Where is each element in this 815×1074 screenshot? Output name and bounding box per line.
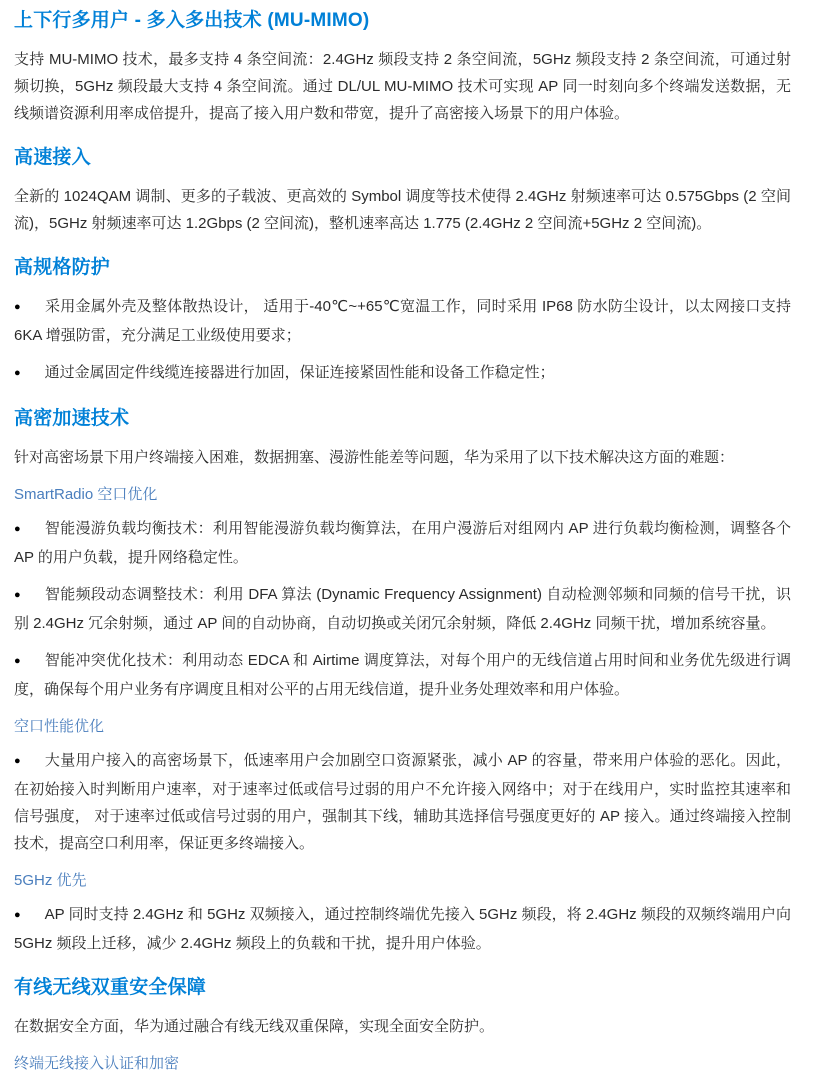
subsection-heading: 空口性能优化	[14, 718, 105, 735]
section-heading: 高密加速技术	[14, 408, 130, 429]
paragraph: 在数据安全方面，华为通过融合有线无线双重保障，实现全面安全防护。	[14, 1018, 495, 1035]
subsection-heading: 5GHz 优先	[14, 872, 87, 889]
subsection-heading: SmartRadio 空口优化	[14, 486, 158, 503]
paragraph: 支持 MU-MIMO 技术，最多支持 4 条空间流：2.4GHz 频段支持 2 条空间流，5GHz 频段支持 2 条空间流，可通过射频切换，5GHz 频段最大支持 4 条空间流。通过 DL/UL MU-MIMO 技术可实现 AP 同一时刻向多个终端发送数据，无线频谱资源利用率成倍提升，提高了接入用户数和带宽，提升了高密接入场景下的用户体验。	[14, 51, 791, 122]
bullet-text: 通过金属固定件线缆连接器进行加固，保证连接紧固性能和设备工作稳定性；	[44, 364, 555, 381]
bullet-item	[14, 581, 791, 637]
bullet-item	[14, 515, 791, 571]
section-heading: 有线无线双重安全保障	[14, 977, 207, 998]
section-heading: 高规格防护	[14, 257, 111, 278]
paragraph: 针对高密场景下用户终端接入困难，数据拥塞、漫游性能差等问题，华为采用了以下技术解决这方面的难题：	[14, 449, 735, 466]
bullet-icon: ●	[14, 367, 21, 379]
bullet-icon: ●	[14, 589, 21, 601]
bullet-text: 大量用户接入的高密场景下，低速率用户会加剧空口资源紧张，减小 AP 的容量，带来用户体验的恶化。因此，在初始接入时判断用户速率，对于速率过低或信号过弱的用户不允许接入网络中；对于在线用户，实时监控其速率和信号强度， 对于速率过低或信号过弱的用户，强制其下线，辅助其选择信号强度更好的 AP 接入。通过终端接入控制技术，提高空口利用率，保证更多终端接入。	[14, 752, 791, 852]
bullet-text: 采用金属外壳及整体散热设计， 适用于-40℃~+65℃宽温工作，同时采用 IP68 防水防尘设计，以太网接口支持 6KA 增强防雷，充分满足工业级使用要求；	[14, 298, 791, 344]
bullet-icon: ●	[14, 655, 21, 667]
bullet-item	[14, 747, 791, 857]
paragraph: 全新的 1024QAM 调制、更多的子载波、更高效的 Symbol 调度等技术使得 2.4GHz 射频速率可达 0.575Gbps (2 空间流)，5GHz 射频速率可达 1.2Gbps (2 空间流)，整机速率高达 1.775 (2.4GHz 2 空间流+5GHz 2 空间流)。	[14, 188, 791, 232]
bullet-icon: ●	[14, 909, 21, 921]
bullet-item	[14, 647, 791, 703]
bullet-item	[14, 901, 791, 957]
subsection-heading: 终端无线接入认证和加密	[14, 1055, 180, 1072]
bullet-item	[14, 293, 791, 349]
bullet-item	[14, 359, 791, 388]
bullet-text: 智能冲突优化技术：利用动态 EDCA 和 Airtime 调度算法，对每个用户的无线信道占用时间和业务优先级进行调度，确保每个用户业务有序调度且相对公平的占用无线信道，提升业务处理效率和用户体验。	[14, 652, 791, 698]
bullet-text: AP 同时支持 2.4GHz 和 5GHz 双频接入，通过控制终端优先接入 5GHz 频段，将 2.4GHz 频段的双频终端用户向 5GHz 频段上迁移，减少 2.4GHz 频段上的负载和干扰，提升用户体验。	[14, 906, 791, 952]
section-heading: 上下行多用户 - 多入多出技术 (MU-MIMO)	[14, 10, 370, 31]
bullet-text: 智能频段动态调整技术：利用 DFA 算法 (Dynamic Frequency Assignment) 自动检测邻频和同频的信号干扰，识别 2.4GHz 冗余射频，通过 AP 间的自动协商，自动切换或关闭冗余射频，降低 2.4GHz 同频干扰，增加系统容量。	[14, 586, 791, 632]
section-heading: 高速接入	[14, 147, 91, 168]
bullet-icon: ●	[14, 523, 21, 535]
bullet-text: 智能漫游负载均衡技术：利用智能漫游负载均衡算法，在用户漫游后对组网内 AP 进行负载均衡检测，调整各个 AP 的用户负载，提升网络稳定性。	[14, 520, 791, 566]
bullet-icon: ●	[14, 755, 21, 767]
bullet-icon: ●	[14, 301, 21, 313]
